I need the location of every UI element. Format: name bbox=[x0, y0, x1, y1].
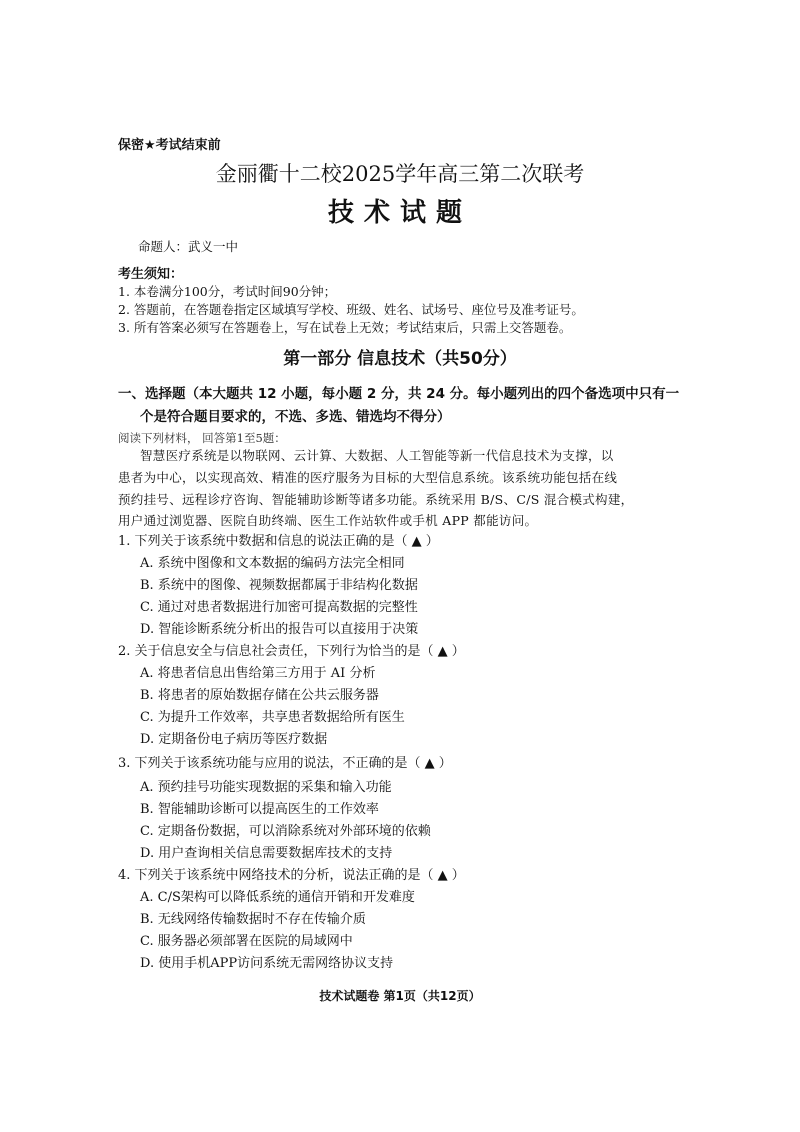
section-instructions-cont: 个是符合题目要求的，不选、多选、错选均不得分） bbox=[140, 409, 451, 425]
question-stem: 1. 下列关于该系统中数据和信息的说法正确的是（ ▲ ） bbox=[118, 534, 439, 549]
question-option: A. C/S架构可以降低系统的通信开销和开发难度 bbox=[140, 890, 415, 905]
passage-line: 患者为中心，以实现高效、精准的医疗服务为目标的大型信息系统。该系统功能包括在线 bbox=[118, 470, 618, 485]
author-line: 命题人：武义一中 bbox=[138, 239, 239, 254]
question-option: D. 使用手机APP访问系统无需网络协议支持 bbox=[140, 956, 394, 971]
exam-title: 金丽衢十二校2025学年高三第二次联考 bbox=[215, 162, 585, 186]
question-option: C. 通过对患者数据进行加密可提高数据的完整性 bbox=[140, 600, 418, 615]
question-option: D. 用户查询相关信息需要数据库技术的支持 bbox=[140, 846, 393, 861]
passage-line: 预约挂号、远程诊疗咨询、智能辅助诊断等诸多功能。系统采用 B/S、C/S 混合模式构建， bbox=[118, 492, 634, 507]
section-instructions: 一、选择题（本大题共 12 小题，每小题 2 分，共 24 分。每小题列出的四个备选项中只有一 bbox=[118, 386, 680, 402]
notice-item: 3. 所有答案必须写在答题卷上，写在试卷上无效；考试结束后，只需上交答题卷。 bbox=[118, 320, 572, 335]
question-option: D. 智能诊断系统分析出的报告可以直接用于决策 bbox=[140, 622, 419, 637]
question-option: B. 系统中的图像、视频数据都属于非结构化数据 bbox=[140, 578, 418, 593]
question-option: B. 将患者的原始数据存储在公共云服务器 bbox=[140, 688, 379, 703]
question-stem: 4. 下列关于该系统中网络技术的分析，说法正确的是（ ▲ ） bbox=[118, 868, 465, 883]
reading-prompt: 阅读下列材料， 回答第1至5题： bbox=[118, 431, 286, 445]
passage-line: 用户通过浏览器、医院自助终端、医生工作站软件或手机 APP 都能访问。 bbox=[118, 513, 538, 528]
question-option: C. 定期备份数据，可以消除系统对外部环境的依赖 bbox=[140, 824, 431, 839]
question-option: C. 为提升工作效率，共享患者数据给所有医生 bbox=[140, 710, 405, 725]
part-heading: 第一部分 信息技术（共50分） bbox=[283, 349, 517, 369]
subject-title: 技术试题 bbox=[327, 198, 472, 228]
question-option: A. 将患者信息出售给第三方用于 AI 分析 bbox=[140, 666, 376, 681]
question-option: B. 智能辅助诊断可以提高医生的工作效率 bbox=[140, 802, 379, 817]
notice-heading: 考生须知： bbox=[118, 267, 184, 282]
question-option: A. 预约挂号功能实现数据的采集和输入功能 bbox=[140, 780, 392, 795]
question-stem: 2. 关于信息安全与信息社会责任，下列行为恰当的是（ ▲ ） bbox=[118, 644, 465, 659]
page-footer: 技术试题卷 第1页（共12页） bbox=[319, 989, 481, 1003]
question-stem: 3. 下列关于该系统功能与应用的说法，不正确的是（ ▲ ） bbox=[118, 756, 452, 771]
confidential-label: 保密★考试结束前 bbox=[118, 138, 221, 153]
question-option: A. 系统中图像和文本数据的编码方法完全相同 bbox=[140, 556, 405, 571]
question-option: B. 无线网络传输数据时不存在传输介质 bbox=[140, 912, 366, 927]
question-option: C. 服务器必须部署在医院的局域网中 bbox=[140, 934, 353, 949]
question-option: D. 定期备份电子病历等医疗数据 bbox=[140, 732, 328, 747]
notice-item: 2. 答题前，在答题卷指定区域填写学校、班级、姓名、试场号、座位号及准考证号。 bbox=[118, 302, 584, 317]
passage-line: 智慧医疗系统是以物联网、云计算、大数据、人工智能等新一代信息技术为支撑，以 bbox=[140, 448, 614, 463]
notice-item: 1. 本卷满分100分，考试时间90分钟； bbox=[118, 284, 337, 299]
